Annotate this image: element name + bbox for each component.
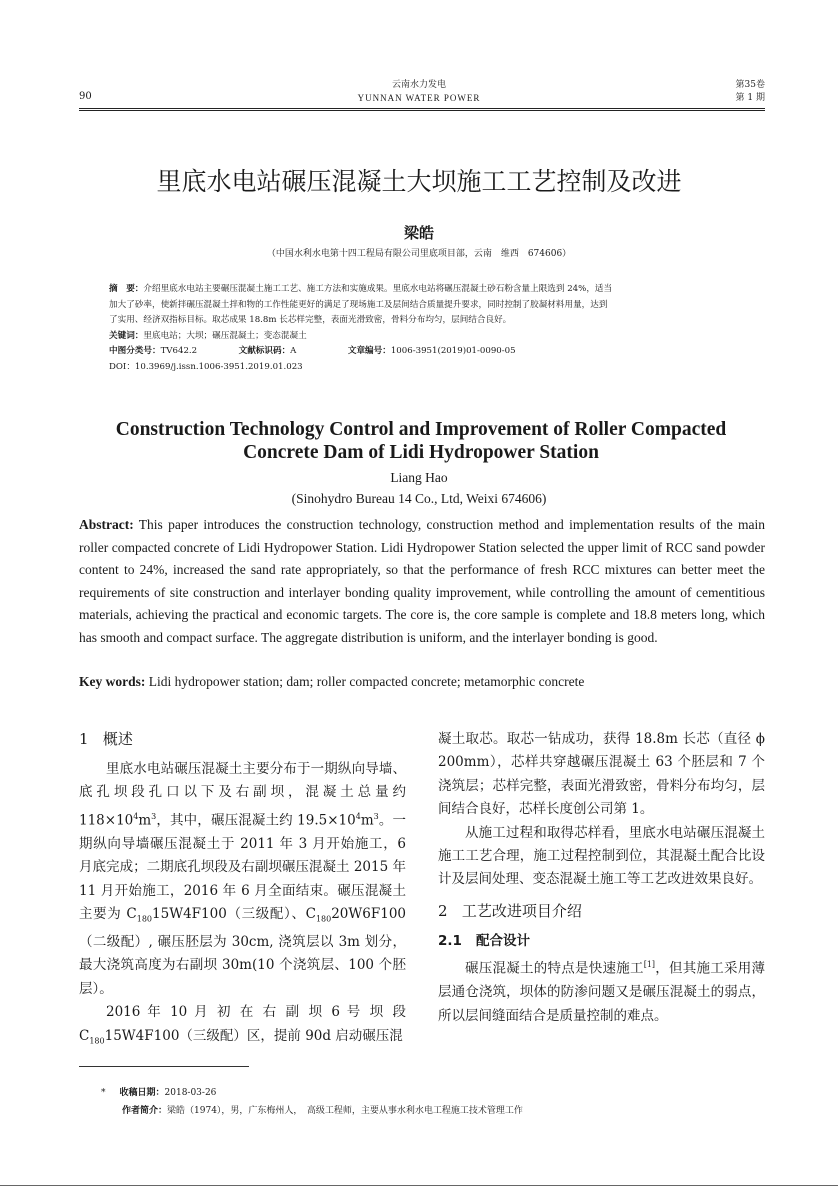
volume: 第35卷 (735, 80, 765, 90)
abstract-cn-line2: 加大了砂率，使新拌碾压混凝土拌和物的工作性能更好的满足了现场施工及层间结合质量提升要求，同时控制了胶凝材料用量，达到 (109, 299, 608, 310)
section-1-title: 概述 (102, 730, 133, 748)
section-2-title: 工艺改进项目介绍 (461, 901, 582, 920)
keywords-en-text: Lidi hydropower station; dam; roller compacted concrete; metamorphic concrete (145, 674, 585, 689)
clc-label: 中图分类号： (109, 346, 161, 356)
abstract-en-text: This paper introduces the construction technology, construction method and implementation results of the main roller compacted concrete of Lidi Hydropower Station. Lidi Hydropower Station selected the upper limit of RCC sand powder content to 24%, increased the sand rate appropriately, so that the performance of fresh RCC mixtures can better meet the requirements of site construction and interlayer bonding quality improvement, while controlling the amount of cementitious materials, achieving the practical and economic targets. The core is, the core sample is complete and 18.8 meters long, which has smooth and compact surface. The aggregate distribution is uniform, and the interlayer bonding is good. (79, 517, 765, 645)
section-1-paragraph-1 (79, 758, 406, 1001)
received-label: 收稿日期： (119, 1088, 165, 1098)
affiliation-en: (Sinohydro Bureau 14 Co., Ltd, Weixi 674606) (291, 491, 547, 506)
abstract-cn-label: 摘 要： (109, 284, 144, 294)
issue: 第 1 期 (735, 93, 765, 103)
section-2-paragraph-1 (438, 953, 765, 1028)
journal-name-en: YUNNAN WATER POWER (357, 93, 481, 103)
text-run: 20W6F100（二级配）, 碾压胚层为 30cm, 浇筑层以 3m 划分，最大浇筑高度为右副坝 30m(10 个浇筑层、100 个胚层）。 (79, 905, 406, 997)
text-run: 碾压混凝土的特点是快速施工 (465, 960, 644, 977)
paper-title-en-line1: Construction Technology Control and Improvement of Roller Compacted (115, 419, 727, 440)
bottom-rule (0, 1185, 838, 1186)
classification-line (109, 344, 739, 360)
abstract-en (79, 514, 765, 649)
affiliation-cn: （中国水利水电第十四工程局有限公司里底项目部，云南 维西 674606） (266, 249, 572, 259)
subsection-number: 2.1 (438, 932, 462, 949)
volume-issue (736, 79, 765, 105)
article-no-value: 1006-3951(2019)01-0090-05 (390, 346, 516, 356)
section-1-paragraph-3: 从施工过程和取得芯样看，里底水电站碾压混凝土施工工艺合理，施工过程控制到位，其混凝土配合比设计及层间处理、变态混凝土施工等工艺改进效果良好。 (438, 824, 765, 888)
superscript: 3 (151, 811, 157, 821)
bio-label: 作者简介： (122, 1106, 168, 1116)
footnote-received (101, 1085, 217, 1098)
footnote-rule (79, 1066, 249, 1067)
keywords-cn: 里底电站；大坝；碾压混凝土；变态混凝土 (143, 330, 307, 341)
footnote-bio (122, 1103, 523, 1116)
author-cn: 梁皓 (403, 224, 434, 242)
body-column-left (79, 728, 406, 1053)
clc-value: TV642.2 (160, 346, 198, 356)
body-column-right (438, 728, 765, 1028)
keywords-cn-label: 关键词： (109, 330, 144, 341)
doc-code-label: 文献标识码： (238, 346, 291, 356)
superscript: 4 (133, 811, 139, 821)
doc-code-value: A (290, 346, 297, 356)
received-date: 2018-03-26 (164, 1088, 217, 1098)
text-run: 15W4F100（三级配）、C (152, 905, 316, 922)
abstract-en-label: Abstract: (79, 517, 134, 532)
text-run: 里底水电站碾压混凝土主要分布于一期纵向导墙、底孔坝段孔口以下及右副坝，混凝土总量约 118×10 (79, 761, 406, 829)
subscript: 180 (136, 914, 153, 924)
page-number: 90 (79, 91, 92, 102)
bio-text: 梁皓（1974），男，广东梅州人， 高级工程师，主要从事水利水电工程施工技术管理工作 (167, 1106, 523, 1116)
section-1-heading (79, 728, 406, 750)
header-rule-2 (79, 110, 765, 111)
section-1-paragraph-2 (79, 1001, 406, 1053)
citation: [1] (643, 960, 656, 970)
section-1-number: 1 (79, 730, 89, 748)
paper-title-cn: 里底水电站碾压混凝土大坝施工工艺控制及改进 (156, 167, 682, 196)
journal-header (0, 79, 838, 105)
keywords-en (79, 674, 765, 690)
author-en: Liang Hao (390, 470, 448, 485)
text-run: 15W4F100（三级配）区，提前 90d 启动碾压混 (104, 1027, 403, 1044)
paper-title-en (60, 418, 782, 464)
footnote-marker: * (101, 1088, 106, 1098)
superscript: 4 (355, 811, 361, 821)
section-2-heading (438, 900, 765, 922)
superscript: 3 (373, 811, 379, 821)
text-run: ，但其施工采用薄层通仓浇筑，坝体的防渗问题又是碾压混凝土的弱点，所以层间缝面结合是质量控制的难点。 (438, 960, 766, 1024)
section-1-paragraph-2-cont: 凝土取芯。取芯一钻成功，获得 18.8m 长芯（直径 ϕ 200mm），芯样共穿越碾压混凝土 63 个胚层和 7 个浇筑层；芯样完整，表面光滑致密，骨料分布均匀，层间结合良好，芯样长度创公司第 1。 (438, 731, 765, 818)
text-run: m (138, 812, 152, 829)
keywords-en-label: Key words: (79, 674, 146, 689)
article-no-label: 文章编号： (347, 346, 391, 356)
section-2-number: 2 (438, 901, 448, 920)
subsection-title: 配合设计 (476, 932, 531, 949)
text-run: 2016 年 10 月 初 在 右 副 坝 6 号 坝 段 C (79, 1004, 406, 1044)
text-run: 。一期纵向导墙碾压混凝土于 2011 年 3 月开始施工，6 月底完成；二期底孔坝段及右副坝碾压混凝土 2015 年 11 月开始施工，2016 年 6 月全面结束。碾压混凝土主要为 C (79, 812, 407, 922)
subscript: 180 (315, 914, 332, 924)
abstract-cn-line1: 介绍里底水电站主要碾压混凝土施工工艺、施工方法和实施成果。里底水电站将碾压混凝土砂石粉含量上限选到 24%，适当 (143, 284, 613, 294)
abstract-cn (109, 282, 739, 375)
doi: DOI：10.3969/j.issn.1006-3951.2019.01.023 (109, 361, 303, 372)
abstract-cn-line3: 了实用、经济双指标目标。取芯成果 18.8m 长芯样完整，表面光滑致密，骨料分布均匀，层间结合良好。 (109, 315, 512, 325)
paper-title-en-line2: Concrete Dam of Lidi Hydropower Station (243, 442, 599, 463)
text-run: m (360, 812, 374, 829)
header-rule (79, 108, 765, 109)
journal-name-cn: 云南水力发电 (391, 80, 446, 90)
subsection-2-1-heading (438, 930, 765, 953)
text-run: ，其中，碾压混凝土约 19.5×10 (156, 812, 356, 829)
subscript: 180 (89, 1036, 105, 1046)
